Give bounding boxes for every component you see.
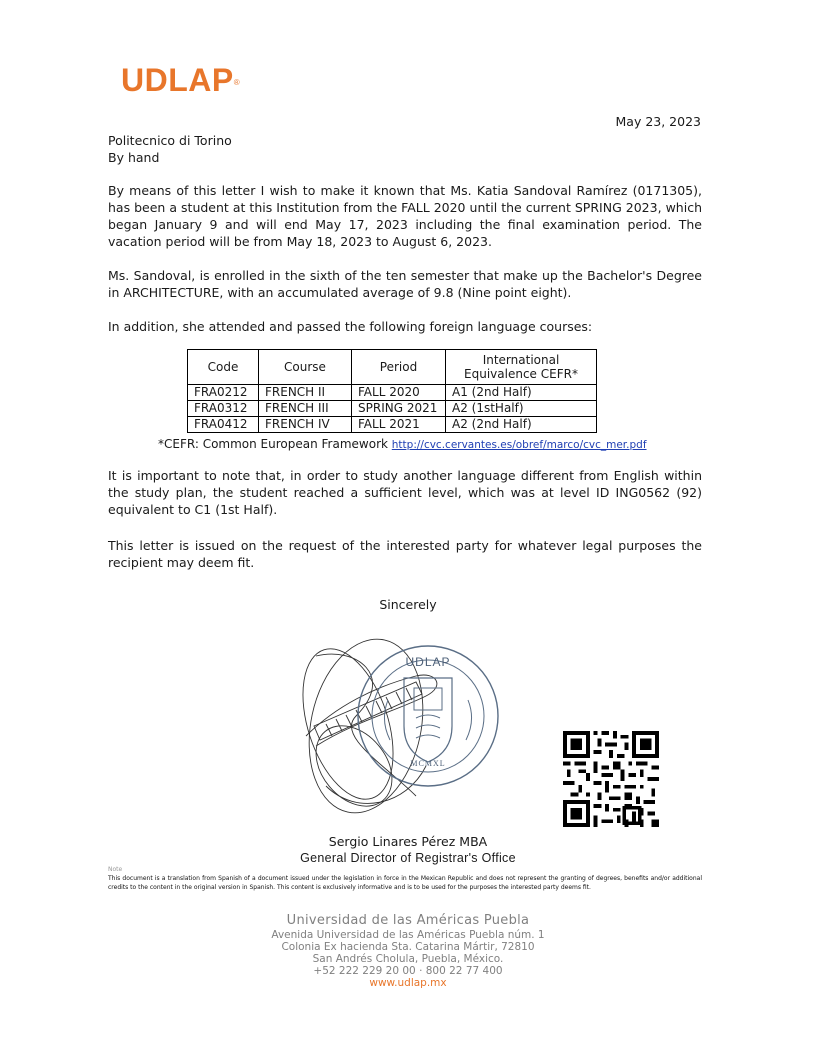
table-header-row: [188, 350, 597, 385]
header-period: Period: [352, 350, 446, 385]
header-course: Course: [259, 350, 352, 385]
letter-date: May 23, 2023: [615, 114, 701, 129]
header-code: Code: [188, 350, 259, 385]
cefr-link[interactable]: http://cvc.cervantes.es/obref/marco/cvc_mer.pdf: [391, 439, 647, 451]
cell-course: FRENCH III: [259, 401, 352, 417]
cell-period: FALL 2021: [352, 417, 446, 433]
table-row: [188, 401, 597, 417]
language-courses-table: [187, 349, 597, 433]
signer-title: General Director of Registrar's Office: [300, 851, 516, 865]
footer-university: Universidad de las Américas Puebla: [286, 913, 530, 928]
table-row: [188, 417, 597, 433]
cefr-footnote-text: *CEFR: Common European Framework: [158, 437, 388, 451]
paragraph-program: Ms. Sandoval, is enrolled in the sixth of the ten semester that make up the Bachelor's Degree in ARCHITECTURE, with an accumulated average of 9.8 (Nine point eight).: [108, 268, 702, 300]
footer-address-2: Colonia Ex hacienda Sta. Catarina Mártir, 72810: [281, 941, 535, 953]
svg-text:MCMXL: MCMXL: [410, 759, 446, 768]
paragraph-purpose: This letter is issued on the request of the interested party for whatever legal purposes the recipient may deem fit.: [108, 538, 702, 570]
footer-address-1: Avenida Universidad de las Américas Puebla núm. 1: [271, 929, 545, 941]
paragraph-enrollment: By means of this letter I wish to make it known that Ms. Katia Sandoval Ramírez (0171305), has been a student at this Institution from the FALL 2020 until the current SPRING 2023, which began January 9 and will end May 17, 2023 including the final examination period. The vacation period will be from May 18, 2023 to August 6, 2023.: [108, 183, 702, 249]
cell-period: SPRING 2021: [352, 401, 446, 417]
cell-cefr: A2 (1stHalf): [446, 401, 597, 417]
note-label: Note: [108, 866, 123, 873]
cell-period: FALL 2020: [352, 385, 446, 401]
cell-code: FRA0212: [188, 385, 259, 401]
cell-code: FRA0312: [188, 401, 259, 417]
closing: Sincerely: [379, 597, 437, 612]
qr-code-icon: [563, 731, 659, 827]
translation-note: This document is a translation from Spanish of a document issued under the legislation in force in the Mexican Republic and does not represent the granting of degrees, benefits and/or additional credits to the content in the original version in Spanish. This content is exclusively informative and is to be used for the purposes the interested party deems fit.: [108, 875, 702, 891]
table-row: [188, 385, 597, 401]
cell-course: FRENCH II: [259, 385, 352, 401]
header-cefr: International Equivalence CEFR*: [446, 350, 597, 385]
paragraph-courses-intro: In addition, she attended and passed the following foreign language courses:: [108, 319, 593, 334]
paragraph-language-level: It is important to note that, in order to study another language different from English within the study plan, the student reached a sufficient level, which was at level ID ING0562 (92) equivalent to C1 (1st Half).: [108, 468, 702, 517]
delivery-method: By hand: [108, 149, 160, 165]
footer-address-3: San Andrés Cholula, Puebla, México.: [312, 953, 504, 965]
signature-and-seal: [296, 616, 506, 826]
footer: [0, 913, 816, 990]
cell-cefr: A1 (2nd Half): [446, 385, 597, 401]
recipient-name: Politecnico di Torino: [108, 133, 232, 148]
footer-website[interactable]: www.udlap.mx: [369, 977, 447, 989]
signer-name: Sergio Linares Pérez MBA: [328, 834, 488, 849]
cefr-footnote: [158, 437, 647, 451]
udlap-logo: UDLAP®: [121, 62, 241, 98]
footer-phones: +52 222 229 20 00 · 800 22 77 400: [313, 965, 503, 977]
cell-cefr: A2 (2nd Half): [446, 417, 597, 433]
svg-text:UDLAP: UDLAP: [405, 655, 451, 669]
cell-course: FRENCH IV: [259, 417, 352, 433]
cell-code: FRA0412: [188, 417, 259, 433]
recipient-block: [108, 133, 232, 166]
